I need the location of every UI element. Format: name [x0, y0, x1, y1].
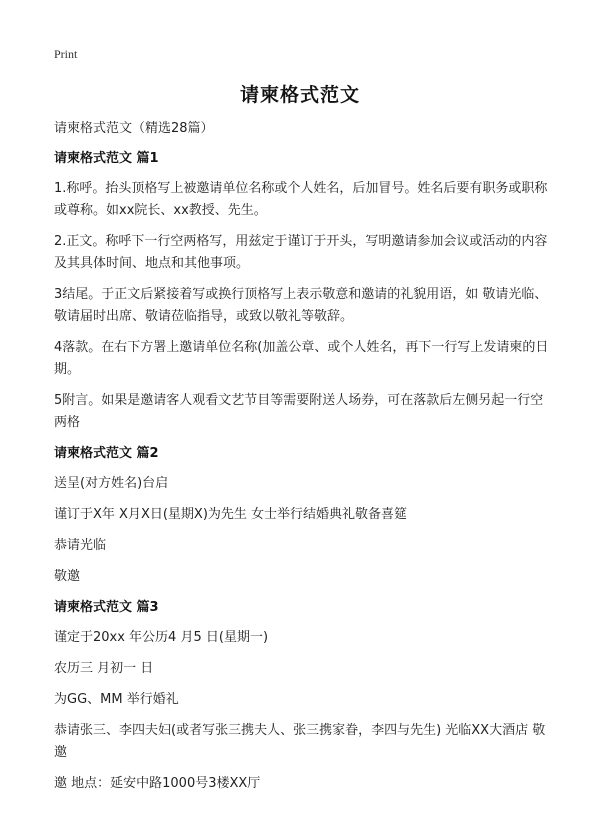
document-title: 请柬格式范文 — [239, 84, 360, 106]
paragraph: 4落款。在右下方署上邀请单位名称(加盖公章、或个人姓名，再下一行写上发请柬的日期。 — [54, 340, 549, 377]
document-intro: 请柬格式范文（精选28篇） — [54, 121, 214, 136]
paragraph: 恭请光临 — [54, 538, 107, 553]
paragraph: 谨订于X年 X月X日(星期X)为先生 女士举行结婚典礼敬备喜筵 — [54, 507, 408, 522]
paragraph: 5附言。如果是邀请客人观看文艺节目等需要附送人场券，可在落款后左侧另起一行空两格 — [54, 393, 544, 430]
paragraph: 为GG、MM 举行婚礼 — [54, 692, 179, 707]
paragraph: 谨定于20xx 年公历4 月5 日(星期一) — [54, 630, 269, 645]
paragraph: 邀 地点：延安中路1000号3楼XX厅 — [54, 776, 261, 791]
paragraph: 3结尾。于正文后紧接着写或换行顶格写上表示敬意和邀请的礼貌用语，如 敬请光临、敬请届时出席、敬请莅临指导，或致以敬礼等敬辞。 — [54, 287, 548, 324]
paragraph: 1.称呼。抬头顶格写上被邀请单位名称或个人姓名，后加冒号。姓名后要有职务或职称或尊称。如xx院长、xx教授、先生。 — [54, 181, 548, 218]
paragraph: 送呈(对方姓名)台启 — [54, 476, 169, 491]
section-heading: 请柬格式范文 篇1 — [54, 151, 159, 166]
paragraph: 恭请张三、李四夫妇(或者写张三携夫人、张三携家眷，李四与先生) 光临XX大酒店 敬邀 — [54, 723, 546, 760]
document-body — [54, 118, 554, 804]
paragraph: 敬邀 — [54, 569, 81, 584]
section-heading: 请柬格式范文 篇3 — [54, 600, 159, 615]
paragraph: 2.正文。称呼下一行空两格写，用兹定于谨订于开头，写明邀请参加会议或活动的内容及其具体时间、地点和其他事项。 — [54, 234, 548, 271]
section-heading: 请柬格式范文 篇2 — [54, 446, 159, 461]
print-link[interactable]: Print — [54, 47, 78, 61]
paragraph: 农历三 月初一 日 — [54, 661, 154, 676]
